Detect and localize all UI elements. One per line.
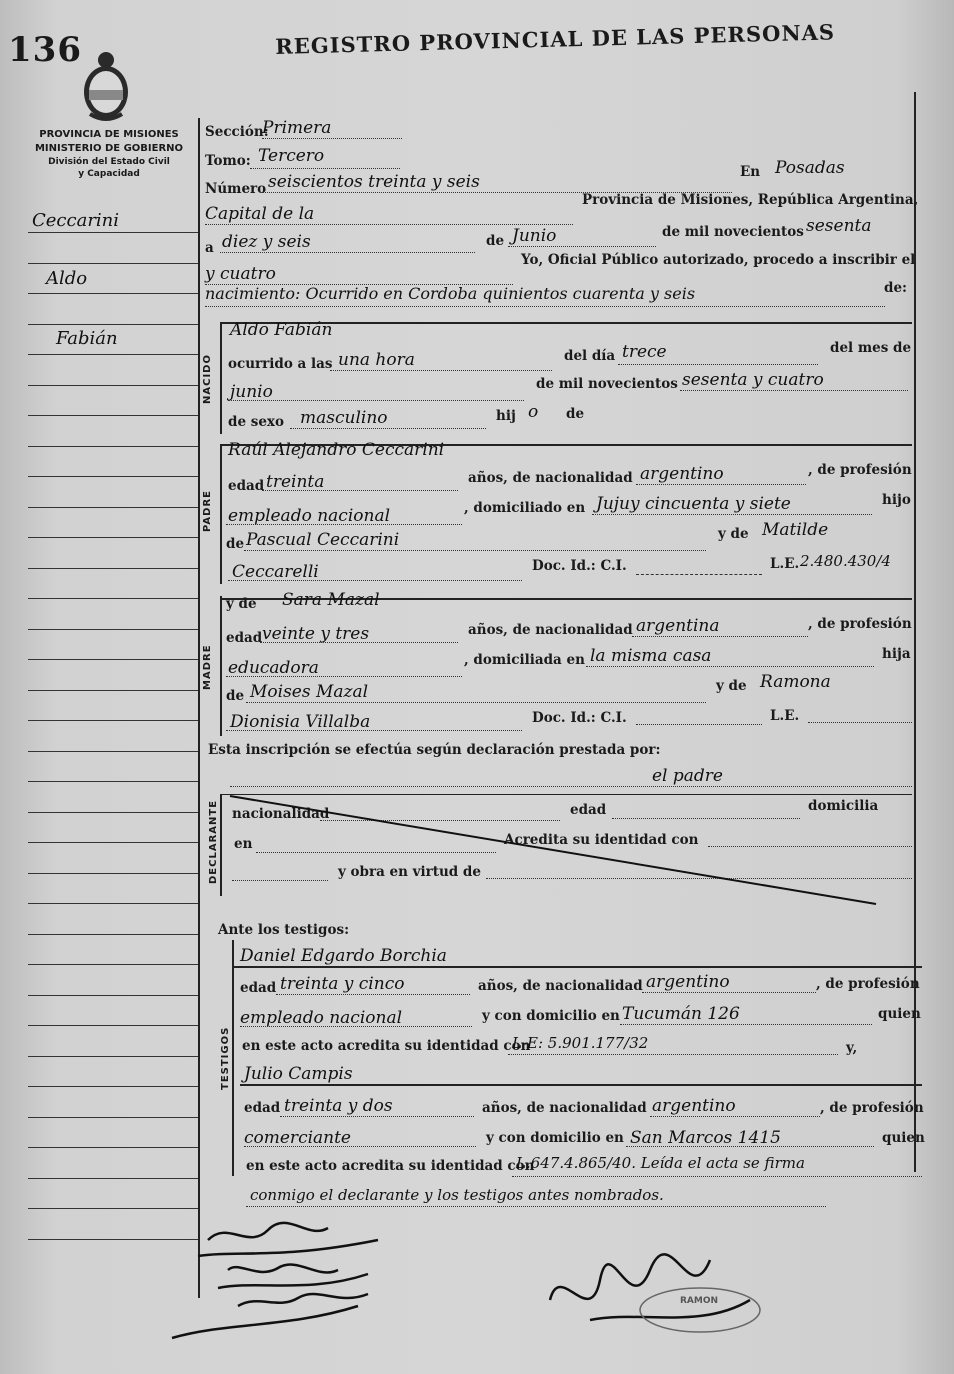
mes-line [508, 246, 656, 247]
madre-madre-cont-line [226, 730, 522, 731]
t1-prof-label: , de profesión [816, 976, 920, 992]
margin-rule [28, 903, 200, 904]
madre-madre-value: Ramona [760, 672, 831, 692]
margin-rule [28, 537, 200, 538]
t1-edad-value: treinta y cinco [280, 974, 405, 994]
padre-nac-label: años, de nacionalidad [468, 470, 633, 486]
ocurrido-label: ocurrido a las [228, 356, 333, 372]
margin-rule [28, 415, 200, 416]
dia-nac-value: trece [622, 342, 667, 362]
margin-surname: Ceccarini [32, 210, 120, 231]
seccion-value: Primera [262, 118, 332, 138]
official-signature [530, 1240, 780, 1350]
padre-border [220, 444, 222, 584]
t2-top-rule [240, 1084, 922, 1086]
testigos-side-label: TESTIGOS [220, 1026, 231, 1090]
padre-prof-value: empleado nacional [228, 506, 391, 526]
ante-testigos-label: Ante los testigos: [218, 922, 350, 938]
form-left-border [198, 118, 200, 1298]
margin-rule [28, 690, 200, 691]
t1-doc-value: L-E: 5.901.177/32 [512, 1034, 649, 1052]
de-label: de [486, 233, 505, 249]
margin-rule [28, 1147, 200, 1148]
de-colon-label: de: [884, 280, 908, 296]
padre-prof-line [226, 524, 462, 525]
declarante-nac-label: nacionalidad [232, 806, 330, 822]
cierre-value: conmigo el declarante y los testigos antes nombrados. [250, 1186, 664, 1204]
hij-value: o [528, 402, 539, 422]
madre-de-label: de [226, 688, 245, 704]
mes-value: Junio [512, 226, 557, 246]
document-title: REGISTRO PROVINCIAL DE LAS PERSONAS [275, 19, 836, 59]
t1-nac-value: argentino [646, 972, 730, 992]
padre-dom-value: Jujuy cincuenta y siete [596, 494, 791, 514]
padre-le-value: 2.480.430/4 [800, 552, 891, 570]
declarante-side-label: DECLARANTE [208, 799, 219, 884]
t2-acredita-label: en este acto acredita su identidad con [246, 1158, 535, 1174]
t2-dom-value: San Marcos 1415 [630, 1128, 781, 1148]
madre-le-label: L.E. [770, 708, 800, 724]
margin-rule [28, 385, 200, 386]
nacimiento-line [205, 306, 885, 307]
t1-prof-line [240, 1026, 472, 1027]
margin-rule [28, 568, 200, 569]
declarante-border [220, 794, 222, 896]
t2-quien-label: quien [882, 1130, 925, 1146]
seccion-line [262, 138, 402, 139]
madre-padre-line [246, 702, 706, 703]
tomo-value: Tercero [258, 146, 325, 166]
sexo-value: masculino [300, 408, 388, 428]
madre-border [220, 596, 222, 736]
margin-rule [28, 1178, 200, 1179]
madre-dom-label: , domiciliada en [464, 652, 585, 668]
a-label: a [205, 240, 214, 256]
t1-prof-value: empleado nacional [240, 1008, 403, 1028]
margin-first-name: Aldo [46, 268, 88, 289]
mes-nac-line [228, 400, 524, 401]
sexo-label: de sexo [228, 414, 284, 430]
declarante-en-label: en [234, 836, 253, 852]
de2-label: de [566, 406, 585, 422]
declarante-acredita-label: Acredita su identidad con [504, 832, 699, 848]
coat-of-arms-icon [80, 48, 132, 124]
padre-madre-cont-value: Ceccarelli [232, 562, 319, 582]
madre-prof-line [226, 676, 462, 677]
margin-rule [28, 354, 200, 355]
inscripcion-label: Esta inscripción se efectúa según declaración prestada por: [208, 742, 661, 758]
madre-dom-value: la misma casa [590, 646, 712, 666]
madre-edad-line [260, 642, 458, 643]
numero-label: Número [205, 181, 267, 197]
issuer-division: División del Estado Civil [48, 157, 170, 167]
margin-second-name: Fabián [56, 328, 118, 349]
madre-ci-line [636, 724, 762, 725]
margin-rule [28, 964, 200, 965]
t1-nombre: Daniel Edgardo Borchia [240, 946, 447, 966]
declarante-line [230, 786, 912, 787]
declarante-domicilia-label: domicilia [808, 798, 879, 814]
nacimiento-value: nacimiento: Ocurrido en Cordoba quinientos cuarenta y seis [205, 284, 696, 303]
t2-prof-label: , de profesión [820, 1100, 924, 1116]
t1-nac-label: años, de nacionalidad [478, 978, 643, 994]
margin-rule [28, 324, 200, 325]
nacido-side-label: NACIDO [202, 354, 213, 404]
margin-rule [28, 934, 200, 935]
t2-prof-line [244, 1146, 476, 1147]
tomo-label: Tomo: [205, 153, 251, 169]
margin-rule [28, 629, 200, 630]
testigos-border [232, 940, 234, 1176]
issuer-province: PROVINCIA DE MISIONES [39, 129, 179, 140]
padre-edad-label: edad [228, 478, 265, 494]
margin-rule [28, 995, 200, 996]
t2-dom-line [626, 1146, 874, 1147]
madre-dom-line [586, 666, 874, 667]
t1-edad-label: edad [240, 980, 277, 996]
anio-nac-line [680, 390, 908, 391]
t2-edad-value: treinta y dos [284, 1096, 393, 1116]
hijo-label: hijo [882, 492, 911, 508]
t1-dom-line [620, 1024, 872, 1025]
t2-doc-line [512, 1176, 922, 1177]
sexo-line [290, 428, 486, 429]
t2-nombre: Julio Campis [244, 1064, 353, 1084]
margin-rule [28, 842, 200, 843]
hija-label: hija [882, 646, 911, 662]
padre-madre-cont-line [228, 580, 522, 581]
padre-doc-label: Doc. Id.: C.I. [532, 558, 627, 574]
declarante-value: el padre [652, 766, 723, 786]
t2-nac-value: argentino [652, 1096, 736, 1116]
padre-madre-value: Matilde [762, 520, 829, 540]
madre-padre-value: Moises Mazal [250, 682, 369, 702]
t2-nac-label: años, de nacionalidad [482, 1100, 647, 1116]
issuer-capacity: y Capacidad [78, 169, 140, 179]
del-mes-label: del mes de [830, 340, 912, 356]
del-dia-label: del día [564, 348, 616, 364]
madre-madre-cont-value: Dionisia Villalba [230, 712, 371, 732]
padre-padre-value: Pascual Ceccarini [246, 530, 400, 550]
padre-le-label: L.E. [770, 556, 800, 572]
declarante-obra-label: y obra en virtud de [338, 864, 481, 880]
padre-edad-value: treinta [266, 472, 325, 492]
margin-rule [28, 720, 200, 721]
tomo-line [250, 168, 400, 169]
padre-dom-label: , domiciliado en [464, 500, 586, 516]
madre-nombre: Sara Mazal [282, 590, 380, 610]
madre-nac-label: años, de nacionalidad [468, 622, 633, 638]
oficial-label: Yo, Oficial Público autorizado, procedo a inscribir el [521, 252, 916, 268]
mes-nac-value: junio [230, 382, 273, 402]
cancel-strike-line [226, 790, 916, 910]
anio-cont-value: y cuatro [205, 264, 276, 284]
declarante-edad-label: edad [570, 802, 607, 818]
t2-nac-line [650, 1116, 820, 1117]
margin-rule [28, 659, 200, 660]
margin-rule [28, 507, 200, 508]
madre-y-de-label: y de [226, 596, 257, 612]
padre-de-label: de [226, 536, 245, 552]
cierre-line [246, 1206, 826, 1207]
numero-value: seiscientos treinta y seis [268, 172, 480, 192]
margin-rule [28, 873, 200, 874]
anio-value: sesenta [806, 216, 872, 236]
madre-nac-line [632, 636, 808, 637]
padre-ci-line [636, 574, 762, 575]
margin-rule [28, 446, 200, 447]
margin-rule [28, 1056, 200, 1057]
padre-dom-line [592, 514, 872, 515]
t1-doc-line [508, 1054, 838, 1055]
document-number: 136 [8, 30, 82, 70]
padre-nac-line [636, 484, 806, 485]
padre-side-label: PADRE [202, 490, 213, 532]
madre-doc-label: Doc. Id.: C.I. [532, 710, 627, 726]
margin-rule [28, 812, 200, 813]
hora-value: una hora [338, 350, 415, 370]
issuer-ministry: MINISTERIO DE GOBIERNO [34, 143, 184, 154]
anio-nac-value: sesenta y cuatro [682, 370, 824, 390]
nacido-border [220, 322, 222, 434]
madre-prof-value: educadora [228, 658, 319, 678]
signatures-left [168, 1210, 408, 1350]
margin-rule [28, 263, 200, 264]
madre-edad-value: veinte y tres [262, 624, 370, 644]
padre-prof-label: , de profesión [808, 462, 912, 478]
margin-rule [28, 1086, 200, 1087]
t2-edad-label: edad [244, 1100, 281, 1116]
padre-nac-value: argentino [640, 464, 724, 484]
t2-edad-line [280, 1116, 474, 1117]
padre-edad-line [262, 490, 458, 491]
madre-nac-value: argentina [636, 616, 720, 636]
padre-nombre: Raúl Alejandro Ceccarini [228, 440, 445, 460]
t1-acredita-label: en este acto acredita su identidad con [242, 1038, 531, 1054]
capital-value: Capital de la [205, 204, 315, 224]
madre-edad-label: edad [226, 630, 263, 646]
madre-prof-label: , de profesión [808, 616, 912, 632]
margin-rule [28, 476, 200, 477]
dia-line [220, 252, 475, 253]
margin-rule [28, 1117, 200, 1118]
madre-y-de2-label: y de [716, 678, 747, 694]
padre-y-de-label: y de [718, 526, 749, 542]
t1-dom-value: Tucumán 126 [622, 1004, 740, 1024]
stamp-text: RAMON [680, 1296, 719, 1306]
t2-prof-value: comerciante [244, 1128, 351, 1148]
testigos-top-rule [232, 966, 922, 968]
mil-nov-nac-label: de mil novecientos [536, 376, 678, 392]
t1-quien-label: quien [878, 1006, 921, 1022]
seccion-label: Sección: [205, 124, 269, 140]
margin-rule [28, 751, 200, 752]
madre-le-line [808, 722, 912, 723]
margin-rule [28, 232, 200, 233]
margin-rule [28, 1025, 200, 1026]
issuer-header [20, 128, 198, 180]
en-value: Posadas [775, 158, 845, 178]
mil-novecientos-label: de mil novecientos [662, 224, 804, 240]
en-label: En [740, 164, 761, 180]
t1-nac-line [642, 992, 816, 993]
capital-line [205, 224, 573, 225]
t2-dom-label: y con domicilio en [486, 1130, 624, 1146]
dia-value: diez y seis [222, 232, 311, 252]
t1-edad-line [276, 994, 470, 995]
t1-dom-label: y con domicilio en [482, 1008, 620, 1024]
hij-label: hij [496, 408, 516, 424]
provincia-label: Provincia de Misiones, República Argentina, [582, 192, 919, 208]
margin-rule [28, 293, 200, 294]
hora-line [330, 370, 552, 371]
nacido-nombre: Aldo Fabián [230, 320, 333, 340]
margin-rule [28, 598, 200, 599]
margin-rule [28, 1208, 200, 1209]
t2-doc-value: L.647.4.865/40. Leída el acta se firma [516, 1154, 805, 1172]
margin-rule [28, 781, 200, 782]
t1-y-label: y, [846, 1040, 858, 1056]
madre-side-label: MADRE [202, 644, 213, 690]
padre-padre-line [244, 550, 706, 551]
dia-nac-line [618, 364, 818, 365]
